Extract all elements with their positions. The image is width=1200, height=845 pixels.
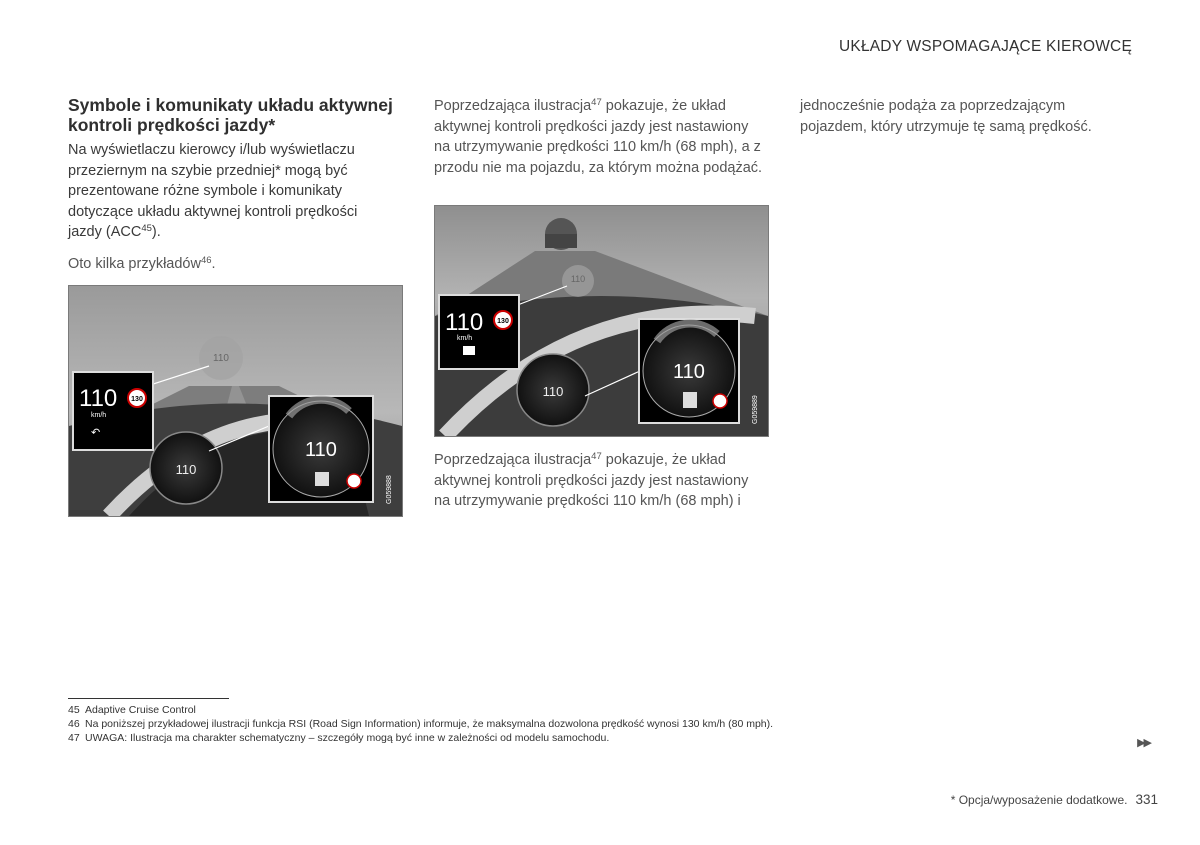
column3-text: jednocześnie podąża za poprzedzającym pojazdem, który utrzymuje tę samą prędkość. [800, 98, 1092, 135]
section-heading: Symbole i komunikaty układu aktywnej kontroli prędkości jazdy* [68, 95, 393, 135]
svg-text:↶: ↶ [91, 427, 101, 439]
para1-text: Poprzedzająca ilustracja [434, 98, 592, 114]
footnote-text: Na poniższej przykładowej ilustracji funkcja RSI (Road Sign Information) informuje, że maksymalna dozwolona prędkość wynosi 130 km/h (80 mph). [85, 718, 774, 730]
footnote-divider [68, 698, 229, 699]
gauge-speed: 110 [542, 384, 564, 399]
section-title: UKŁADY WSPOMAGAJĄCE KIEROWCĘ [839, 38, 1132, 55]
hud-speed: 110 [570, 274, 586, 284]
intro-text: Na wyświetlaczu kierowcy i/lub wyświetlaczu przeziernym na szybie przedniej* mogą być prezentowane różne symbole i komunikaty dotyczące układu aktywnej kontroli prędkości jazdy (ACC [68, 142, 358, 240]
hud-zoom-unit: km/h [91, 412, 107, 419]
column2-paragraph1 [434, 96, 766, 178]
column3-paragraph [800, 96, 1130, 137]
footnote-number: 45 [68, 704, 80, 716]
figure-code: G059888 [386, 475, 393, 504]
intro-paragraph [68, 140, 393, 243]
hud-speed: 110 [213, 353, 229, 364]
zoom-gauge-speed: 110 [673, 361, 705, 383]
speed-limit-sign: 130 [497, 318, 509, 325]
optional-equipment-note: * Opcja/wyposażenie dodatkowe. [950, 793, 1128, 807]
figure-acc-following-vehicle [434, 205, 769, 437]
hud-zoom-speed: 110 [79, 385, 118, 412]
examples-paragraph [68, 254, 393, 275]
zoom-gauge-speed: 110 [305, 439, 337, 461]
examples-text: Oto kilka przykładów [68, 256, 201, 272]
figure-code: G059889 [752, 395, 759, 424]
footnote-46 [68, 718, 773, 731]
para1-rest: pokazuje, że układ aktywnej kontroli prędkości jazdy jest nastawiony na utrzymywanie prędkości 110 km/h (68 mph), a z przodu nie ma pojazdu, za którym można podążać. [434, 98, 763, 176]
figure-acc-no-vehicle [68, 285, 403, 517]
intro-end: ). [151, 224, 161, 240]
footnote-ref-46[interactable]: 46 [200, 255, 212, 266]
hud-zoom-speed: 110 [445, 309, 484, 336]
footnote-47 [68, 732, 609, 745]
footnote-ref-47b[interactable]: 47 [591, 451, 602, 462]
hud-zoom-unit: km/h [457, 335, 473, 342]
footnote-number: 46 [68, 718, 80, 730]
double-triangle-right-icon[interactable]: ▶▶ [1137, 737, 1150, 749]
para2-text: Poprzedzająca ilustracja [434, 452, 592, 468]
examples-end: . [211, 256, 216, 272]
footnote-45 [68, 704, 196, 717]
footnote-text: Adaptive Cruise Control [85, 704, 196, 716]
gauge-speed: 110 [175, 462, 197, 477]
footnote-text: UWAGA: Ilustracja ma charakter schematyczny – szczegóły mogą być inne w zależności od modelu samochodu. [85, 732, 610, 744]
page-footer [951, 792, 1158, 807]
column2-paragraph2 [434, 450, 766, 512]
footnote-ref-47[interactable]: 47 [591, 97, 602, 108]
speed-limit-sign: 130 [131, 396, 143, 403]
footnote-ref-45[interactable]: 45 [141, 223, 152, 234]
footnote-number: 47 [68, 732, 80, 744]
para2-rest: pokazuje, że układ aktywnej kontroli prędkości jazdy jest nastawiony na utrzymywanie prędkości 110 km/h (68 mph) i [434, 452, 749, 509]
page-number: 331 [1135, 792, 1158, 807]
